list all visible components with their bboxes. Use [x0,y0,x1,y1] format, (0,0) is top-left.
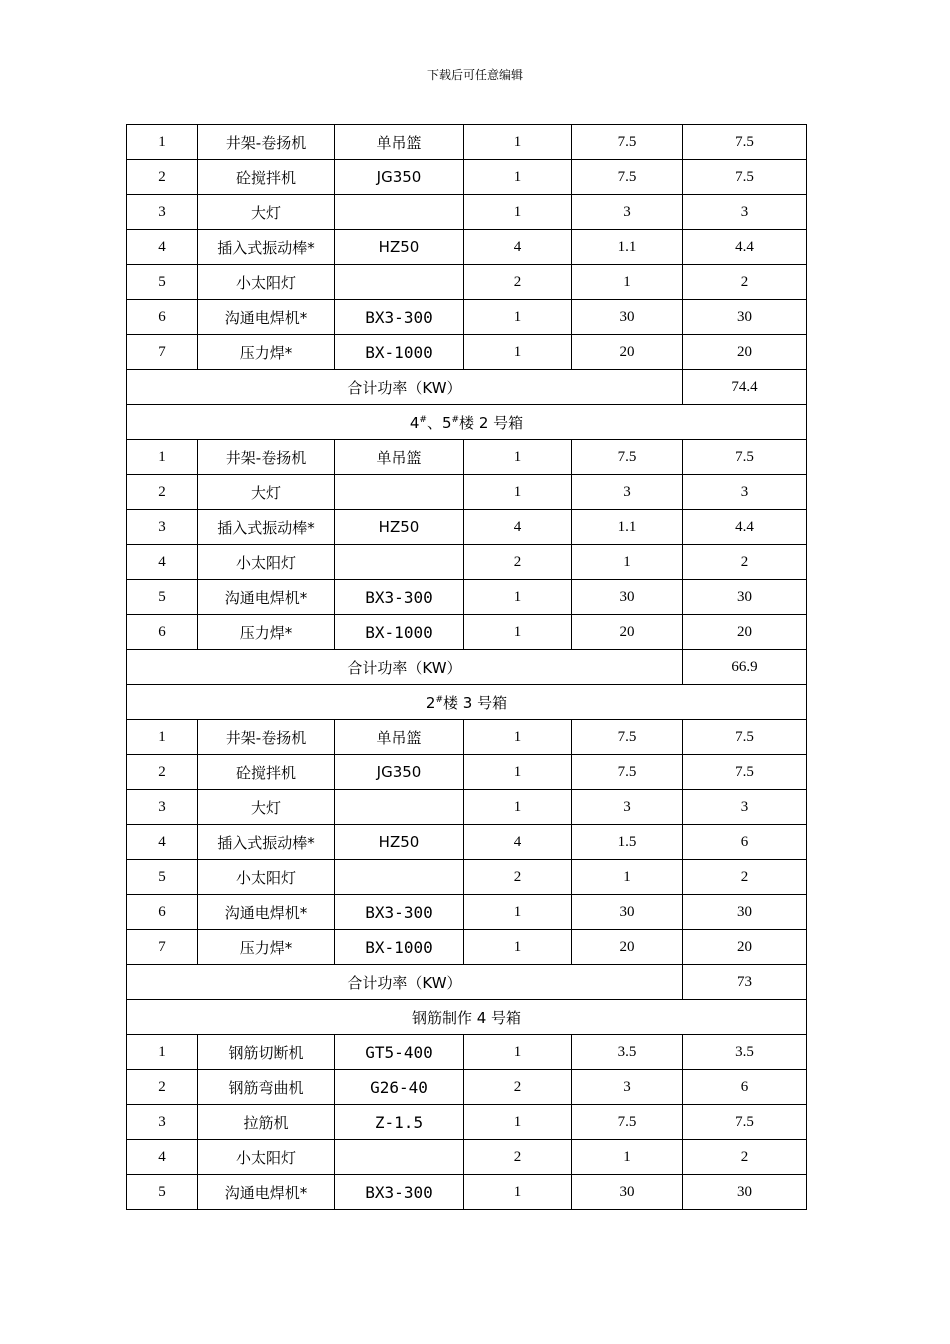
table-row [127,860,807,895]
quantity-cell: 2 [464,1070,572,1105]
model-cell: BX3-300 [335,300,464,335]
quantity-cell: 1 [464,1175,572,1210]
power-cell: 7.5 [683,160,807,195]
power-cell: 30 [683,580,807,615]
row-number-cell: 4 [127,825,198,860]
power-cell: 2 [683,265,807,300]
power-cell: 3.5 [683,1035,807,1070]
equipment-name-cell: 砼搅拌机 [198,160,335,195]
unit-power-cell: 30 [572,1175,683,1210]
quantity-cell: 4 [464,230,572,265]
table-row [127,335,807,370]
section-heading [127,1000,807,1035]
equipment-name-cell: 小太阳灯 [198,860,335,895]
row-number-cell: 1 [127,1035,198,1070]
equipment-name-cell: 沟通电焊机* [198,300,335,335]
quantity-cell: 4 [464,510,572,545]
row-number-cell: 5 [127,580,198,615]
unit-power-cell: 7.5 [572,440,683,475]
quantity-cell: 1 [464,790,572,825]
equipment-name-cell: 压力焊* [198,335,335,370]
power-cell: 2 [683,860,807,895]
power-cell: 30 [683,895,807,930]
heading-part: 楼 2 号箱 [459,413,524,432]
equipment-name-cell: 插入式振动棒* [198,510,335,545]
total-label: 合计功率（KW） [127,370,683,405]
heading-part: 2 [425,693,436,712]
total-value: 73 [683,965,807,1000]
power-cell: 20 [683,615,807,650]
model-cell: BX3-300 [335,1175,464,1210]
quantity-cell: 1 [464,895,572,930]
section-heading-row [127,685,807,720]
row-number-cell: 3 [127,790,198,825]
model-cell: HZ50 [335,825,464,860]
heading-part: 楼 3 号箱 [443,693,508,712]
row-number-cell: 5 [127,1175,198,1210]
model-cell: JG350 [335,160,464,195]
equipment-name-cell: 压力焊* [198,615,335,650]
unit-power-cell: 1 [572,860,683,895]
model-cell: HZ50 [335,230,464,265]
table-row [127,510,807,545]
table-row [127,545,807,580]
table-row [127,300,807,335]
heading-part: 、5 [426,413,452,432]
row-number-cell: 6 [127,300,198,335]
power-cell: 3 [683,790,807,825]
row-number-cell: 3 [127,1105,198,1140]
unit-power-cell: 3 [572,1070,683,1105]
total-label: 合计功率（KW） [127,650,683,685]
row-number-cell: 4 [127,1140,198,1175]
unit-power-cell: 1 [572,545,683,580]
total-row [127,650,807,685]
row-number-cell: 4 [127,230,198,265]
row-number-cell: 4 [127,545,198,580]
total-label: 合计功率（KW） [127,965,683,1000]
section-heading [127,405,807,440]
model-cell [335,265,464,300]
unit-power-cell: 1.1 [572,230,683,265]
table-body [127,125,807,1210]
power-cell: 2 [683,1140,807,1175]
equipment-name-cell: 小太阳灯 [198,265,335,300]
table-row [127,1035,807,1070]
table-row [127,1105,807,1140]
equipment-name-cell: 大灯 [198,195,335,230]
row-number-cell: 1 [127,125,198,160]
power-cell: 30 [683,1175,807,1210]
quantity-cell: 1 [464,125,572,160]
table-row [127,755,807,790]
model-cell: BX3-300 [335,895,464,930]
table-row [127,265,807,300]
quantity-cell: 1 [464,1105,572,1140]
heading-part: 4 [409,413,420,432]
table-row [127,1070,807,1105]
row-number-cell: 7 [127,930,198,965]
table-row [127,1140,807,1175]
heading-part: 钢筋制作 4 号箱 [411,1008,522,1027]
table-row [127,825,807,860]
table-row [127,475,807,510]
model-cell [335,545,464,580]
equipment-name-cell: 钢筋切断机 [198,1035,335,1070]
model-cell: Z-1.5 [335,1105,464,1140]
table-row [127,125,807,160]
power-cell: 6 [683,825,807,860]
equipment-name-cell: 砼搅拌机 [198,755,335,790]
quantity-cell: 1 [464,195,572,230]
unit-power-cell: 3 [572,790,683,825]
unit-power-cell: 20 [572,335,683,370]
unit-power-cell: 7.5 [572,1105,683,1140]
quantity-cell: 4 [464,825,572,860]
quantity-cell: 2 [464,860,572,895]
heading-superscript: # [419,414,427,425]
total-value: 66.9 [683,650,807,685]
unit-power-cell: 3 [572,475,683,510]
power-cell: 20 [683,335,807,370]
quantity-cell: 1 [464,580,572,615]
total-value: 74.4 [683,370,807,405]
unit-power-cell: 7.5 [572,720,683,755]
table-row [127,160,807,195]
unit-power-cell: 30 [572,895,683,930]
equipment-name-cell: 大灯 [198,790,335,825]
power-cell: 2 [683,545,807,580]
table-row [127,580,807,615]
row-number-cell: 6 [127,615,198,650]
unit-power-cell: 30 [572,580,683,615]
model-cell: BX-1000 [335,335,464,370]
power-cell: 6 [683,1070,807,1105]
row-number-cell: 2 [127,160,198,195]
unit-power-cell: 3.5 [572,1035,683,1070]
equipment-name-cell: 井架-卷扬机 [198,125,335,160]
unit-power-cell: 1 [572,265,683,300]
equipment-name-cell: 压力焊* [198,930,335,965]
quantity-cell: 1 [464,160,572,195]
quantity-cell: 1 [464,475,572,510]
model-cell: 单吊篮 [335,125,464,160]
power-cell: 7.5 [683,720,807,755]
model-cell: BX-1000 [335,930,464,965]
table-row [127,230,807,265]
row-number-cell: 7 [127,335,198,370]
unit-power-cell: 7.5 [572,125,683,160]
unit-power-cell: 1.1 [572,510,683,545]
quantity-cell: 2 [464,1140,572,1175]
equipment-name-cell: 大灯 [198,475,335,510]
quantity-cell: 1 [464,755,572,790]
quantity-cell: 1 [464,1035,572,1070]
power-cell: 7.5 [683,755,807,790]
row-number-cell: 1 [127,720,198,755]
model-cell [335,860,464,895]
model-cell [335,1140,464,1175]
unit-power-cell: 3 [572,195,683,230]
quantity-cell: 1 [464,720,572,755]
equipment-table [126,124,807,1210]
quantity-cell: 2 [464,265,572,300]
model-cell [335,195,464,230]
unit-power-cell: 20 [572,615,683,650]
table-row [127,895,807,930]
row-number-cell: 6 [127,895,198,930]
row-number-cell: 2 [127,1070,198,1105]
quantity-cell: 1 [464,615,572,650]
quantity-cell: 1 [464,930,572,965]
power-cell: 3 [683,475,807,510]
section-heading [127,685,807,720]
row-number-cell: 5 [127,860,198,895]
equipment-name-cell: 小太阳灯 [198,1140,335,1175]
model-cell [335,475,464,510]
row-number-cell: 2 [127,755,198,790]
quantity-cell: 1 [464,440,572,475]
unit-power-cell: 7.5 [572,755,683,790]
power-cell: 7.5 [683,1105,807,1140]
power-cell: 3 [683,195,807,230]
power-cell: 7.5 [683,125,807,160]
table-row [127,720,807,755]
heading-superscript: # [451,414,460,425]
section-heading-row [127,1000,807,1035]
model-cell: 单吊篮 [335,720,464,755]
equipment-name-cell: 小太阳灯 [198,545,335,580]
row-number-cell: 1 [127,440,198,475]
total-row [127,965,807,1000]
power-cell: 4.4 [683,230,807,265]
equipment-name-cell: 插入式振动棒* [198,825,335,860]
equipment-name-cell: 沟通电焊机* [198,895,335,930]
table-row [127,930,807,965]
model-cell: BX3-300 [335,580,464,615]
equipment-name-cell: 井架-卷扬机 [198,720,335,755]
total-row [127,370,807,405]
model-cell: BX-1000 [335,615,464,650]
power-cell: 4.4 [683,510,807,545]
row-number-cell: 3 [127,510,198,545]
quantity-cell: 1 [464,300,572,335]
table-row [127,440,807,475]
unit-power-cell: 1 [572,1140,683,1175]
equipment-name-cell: 沟通电焊机* [198,580,335,615]
unit-power-cell: 30 [572,300,683,335]
quantity-cell: 1 [464,335,572,370]
page-header: 下载后可任意编辑 [426,68,523,82]
row-number-cell: 5 [127,265,198,300]
unit-power-cell: 7.5 [572,160,683,195]
equipment-name-cell: 沟通电焊机* [198,1175,335,1210]
power-cell: 30 [683,300,807,335]
model-cell [335,790,464,825]
unit-power-cell: 1.5 [572,825,683,860]
equipment-name-cell: 插入式振动棒* [198,230,335,265]
table-row [127,195,807,230]
unit-power-cell: 20 [572,930,683,965]
row-number-cell: 2 [127,475,198,510]
power-cell: 7.5 [683,440,807,475]
equipment-name-cell: 井架-卷扬机 [198,440,335,475]
power-cell: 20 [683,930,807,965]
table-row [127,1175,807,1210]
model-cell: HZ50 [335,510,464,545]
heading-superscript: # [435,694,443,705]
model-cell: 单吊篮 [335,440,464,475]
model-cell: GT5-400 [335,1035,464,1070]
quantity-cell: 2 [464,545,572,580]
model-cell: JG350 [335,755,464,790]
equipment-name-cell: 拉筋机 [198,1105,335,1140]
model-cell: G26-40 [335,1070,464,1105]
row-number-cell: 3 [127,195,198,230]
section-heading-row [127,405,807,440]
table-row [127,615,807,650]
equipment-name-cell: 钢筋弯曲机 [198,1070,335,1105]
table-row [127,790,807,825]
